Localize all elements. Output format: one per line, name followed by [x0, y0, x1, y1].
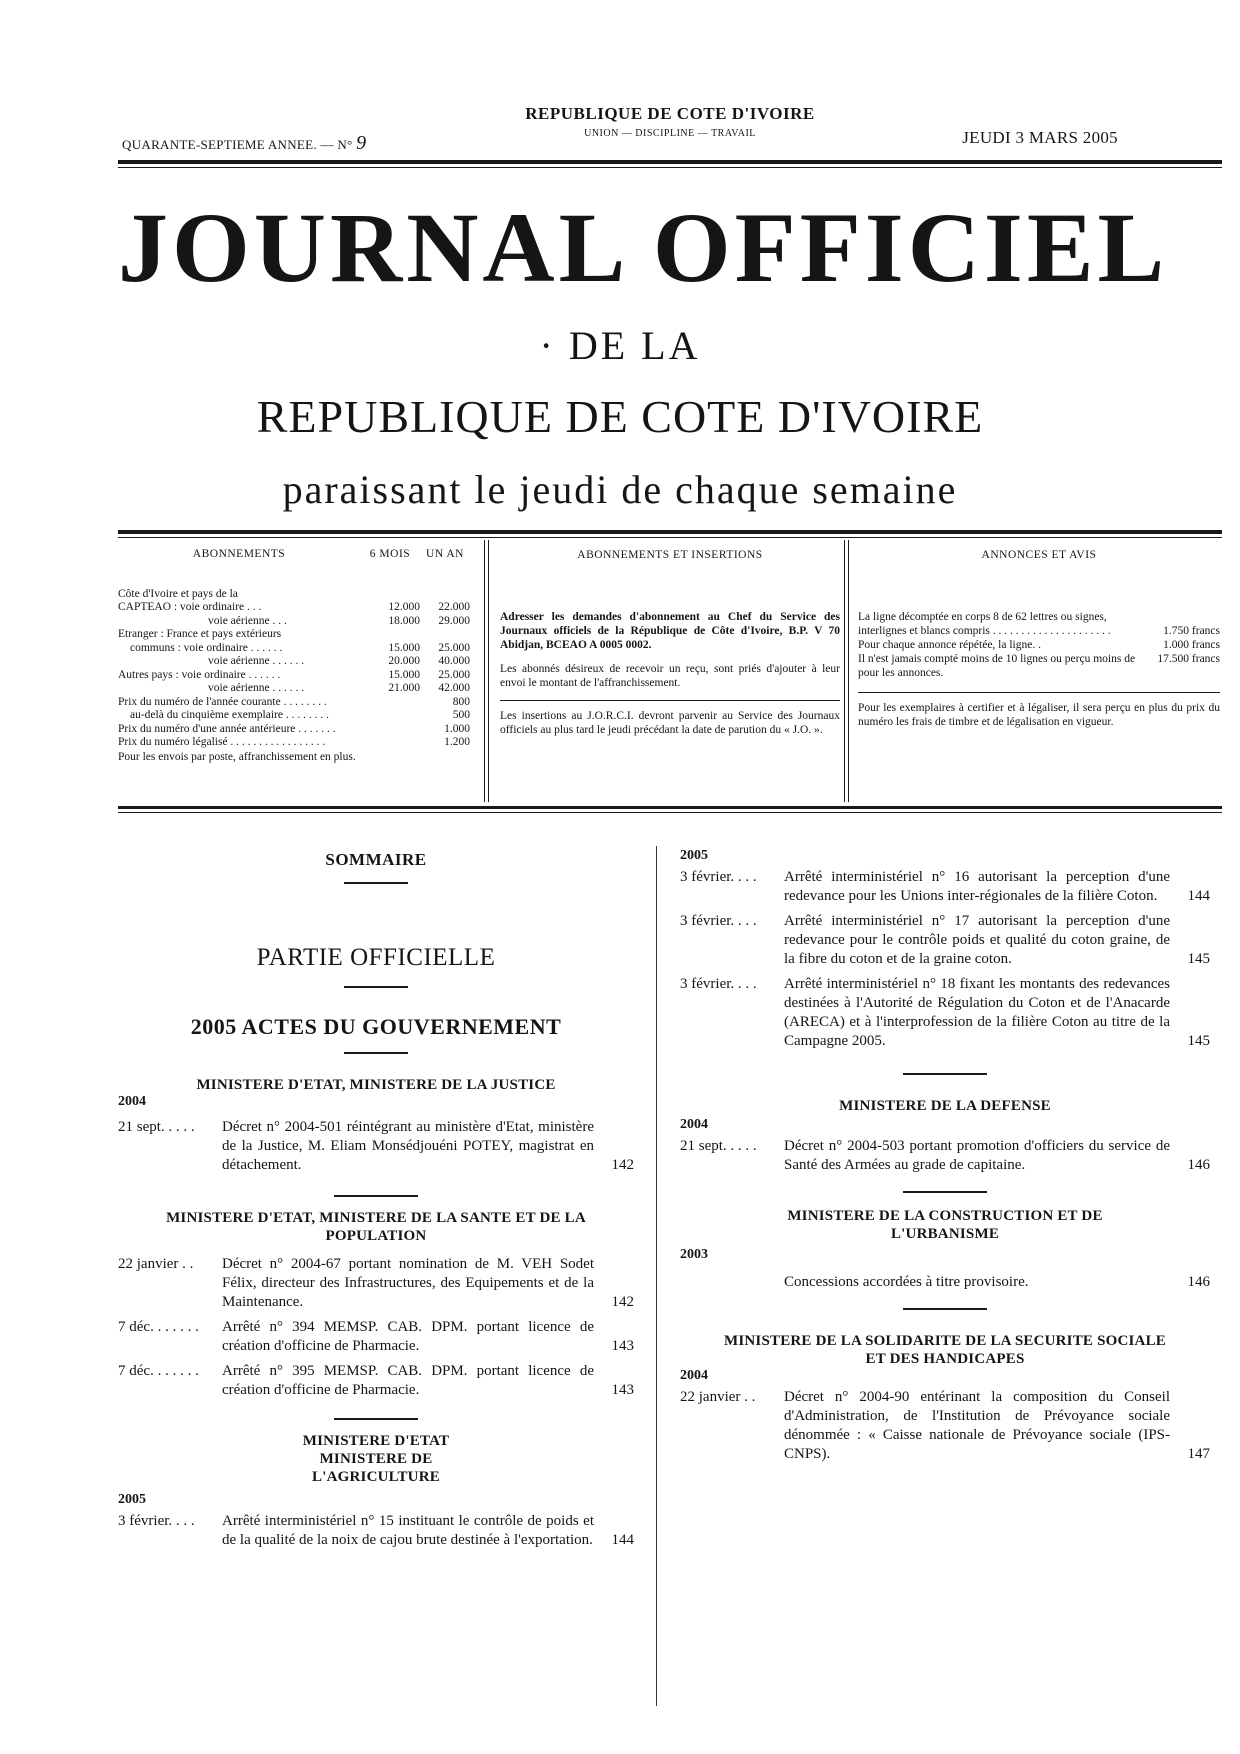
table-row: communs : voie ordinaire . . . . . . 15.000 25.000	[130, 641, 470, 654]
insertions-box	[500, 548, 840, 747]
box-separator-2	[844, 540, 845, 802]
divider	[334, 1195, 418, 1197]
list-item: 7 déc. . . . . . . Arrêté n° 394 MEMSP. CAB. DPM. portant licence de création d'officine de Pharmacie. 143	[118, 1319, 634, 1354]
divider	[903, 1191, 987, 1193]
year-label: 2004	[118, 1094, 146, 1109]
box-bottom-rule	[118, 806, 1222, 809]
masthead-de-la: · DE LA	[539, 323, 701, 368]
annonces-title: ANNONCES ET AVIS	[981, 549, 1097, 561]
ministry-title: MINISTERE D'ETAT MINISTERE DE L'AGRICULTURE	[302, 1433, 450, 1485]
box-bottom-rule-thin	[118, 812, 1222, 813]
table-row: Autres pays : voie ordinaire . . . . . . 15.000 25.000	[118, 668, 470, 681]
year-label: 2004	[680, 1117, 708, 1132]
box-separator-1b	[488, 540, 489, 802]
divider	[344, 986, 408, 988]
subscriptions-footer: Pour les envois par poste, affranchissement en plus.	[118, 750, 356, 763]
ministry-title: MINISTERE DE LA DEFENSE	[839, 1098, 1051, 1114]
actes-du-gouvernement: 2005 ACTES DU GOUVERNEMENT	[190, 1014, 562, 1039]
masthead-country: REPUBLIQUE DE COTE D'IVOIRE	[256, 391, 984, 442]
issue-number: 9	[356, 132, 367, 154]
subscriptions-header	[118, 548, 470, 562]
insertions-paragraph-2: Les abonnés désireux de recevoir un reçu, sont priés d'ajouter à leur envoi le montant de l'affranchissement.	[500, 663, 840, 689]
list-item: 3 février. . . . Arrêté interministériel n° 18 fixant les montants des redevances destinées à l'Autorité de Régulation du Coton et de l'Anacarde (ARECA) et à l'interprofession de la filière Coton au titre de la Campagne 2005. 145	[680, 976, 1210, 1049]
top-rule-thick	[118, 160, 1222, 164]
annonces-row-2: Pour chaque annonce répétée, la ligne. . 1.000 francs	[858, 639, 1220, 651]
table-row: voie aérienne . . . . . . 20.000 40.000	[208, 655, 470, 667]
subscriptions-box	[118, 548, 470, 764]
list-item: 21 sept. . . . . Décret n° 2004-501 réintégrant au ministère d'Etat, ministère de la Justice, M. Eliam Monsédjouéni POTEY, magistrat en détachement. 142	[118, 1119, 634, 1173]
ministry-title: MINISTERE DE LA CONSTRUCTION ET DE L'URBANISME	[787, 1208, 1103, 1242]
annonces-rule	[858, 692, 1220, 693]
issue-date: JEUDI 3 MARS 2005	[962, 128, 1118, 147]
list-item: 7 déc. . . . . . . Arrêté n° 395 MEMSP. CAB. DPM. portant licence de création d'officine de Pharmacie. 143	[118, 1363, 634, 1398]
box-separator-1	[484, 540, 485, 802]
header-motto: UNION — DISCIPLINE — TRAVAIL	[584, 128, 756, 139]
list-item: 3 février. . . . Arrêté interministériel n° 15 instituant le contrôle de poids et de la qualité de la noix de cajou brute destinée à l'exportation. 144	[118, 1513, 634, 1548]
annonces-paragraph-4: Pour les exemplaires à certifier et à légaliser, il sera perçu en plus du prix du numéro les frais de timbre et de légalisation en vigueur.	[858, 702, 1220, 728]
table-row: Côte d'Ivoire et pays de la	[118, 587, 238, 600]
insertions-paragraph-3: Les insertions au J.O.R.C.I. devront parvenir au Service des Journaux officiels au plus tard le jeudi précédant la date de parution du « J.O. ».	[500, 710, 840, 736]
table-row: CAPTEAO : voie ordinaire . . . 12.000 22.000	[118, 601, 470, 613]
year-label: QUARANTE-SEPTIEME ANNEE. — N°	[122, 137, 353, 152]
top-rule-thin	[118, 167, 1222, 168]
divider	[903, 1308, 987, 1310]
col-un-an: UN AN	[426, 548, 464, 560]
annonces-row-3: Il n'est jamais compté moins de 10 lignes ou perçu moins de pour les annonces. 17.500 francs	[858, 653, 1220, 679]
year-label: 2005	[118, 1492, 146, 1507]
header-republic-name: REPUBLIQUE DE COTE D'IVOIRE	[525, 104, 815, 123]
sommaire-right-column	[680, 848, 1210, 1464]
ministry-title: MINISTERE D'ETAT, MINISTERE DE LA SANTE ET DE LA POPULATION	[166, 1210, 586, 1244]
year-label: 2004	[680, 1368, 708, 1383]
sommaire-title: SOMMAIRE	[325, 850, 427, 869]
list-item: 3 février. . . . Arrêté interministériel n° 17 autorisant la perception d'une redevance pour le contrôle poids et qualité du coton graine, de la fibre du coton et de la graine coton. 145	[680, 913, 1210, 967]
annonces-box	[858, 548, 1220, 739]
insertions-paragraph-1: Adresser les demandes d'abonnement au Chef du Service des Journaux officiels de la République de Côte d'Ivoire, B.P. V 70 Abidjan, BCEAO A 0005 0002.	[500, 611, 840, 651]
table-row: Etranger : France et pays extérieurs	[118, 628, 282, 640]
insertions-title: ABONNEMENTS ET INSERTIONS	[577, 549, 763, 561]
list-item: 21 sept. . . . . Décret n° 2004-503 portant promotion d'officiers du service de Santé des Armées au grade de capitaine. 146	[680, 1138, 1210, 1173]
annonces-row-1: La ligne décomptée en corps 8 de 62 lettres ou signes, interlignes et blancs compris . . . . . . . . . . . . . . . . . . . . . 1.750 francs	[858, 611, 1220, 637]
list-item: Concessions accordées à titre provisoire. 146	[784, 1274, 1210, 1290]
ministry-title: MINISTERE D'ETAT, MINISTERE DE LA JUSTICE	[196, 1077, 556, 1093]
header-republic	[470, 104, 870, 139]
masthead-bottom-rule-thin	[118, 537, 1222, 538]
column-separator	[656, 846, 657, 1706]
year-label: 2005	[680, 848, 708, 863]
divider	[344, 882, 408, 884]
divider	[334, 1418, 418, 1420]
box-separator-2b	[848, 540, 849, 802]
subscriptions-table	[118, 588, 470, 750]
list-item: 22 janvier . . Décret n° 2004-67 portant nomination de M. VEH Sodet Félix, directeur des Infrastructures, des Equipements et de la Maintenance. 142	[118, 1256, 634, 1310]
ministry-title: MINISTERE DE LA SOLIDARITE DE LA SECURITE SOCIALE ET DES HANDICAPES	[723, 1333, 1166, 1367]
table-row: voie aérienne . . . 18.000 29.000	[208, 614, 470, 627]
masthead-bottom-rule	[118, 530, 1222, 534]
list-item: 22 janvier . . Décret n° 2004-90 entérinant la composition du Conseil d'Administration, de l'Institution de Prévoyance sociale dénommée : « Caisse nationale de Prévoyance sociale (IPS-CNPS). 147	[680, 1389, 1210, 1462]
masthead-title: JOURNAL OFFICIEL	[118, 192, 1169, 303]
table-row: voie aérienne . . . . . . 21.000 42.000	[208, 682, 470, 694]
table-row: Prix du numéro légalisé . . . . . . . . . . . . . . . . . 1.200	[118, 736, 470, 748]
table-row: au-delà du cinquième exemplaire . . . . . . . . 500	[130, 709, 470, 721]
col-6-mois: 6 MOIS	[369, 548, 411, 560]
table-row: Prix du numéro de l'année courante . . . . . . . . 800	[118, 695, 470, 708]
year-issue	[122, 132, 366, 155]
insertions-rule	[500, 700, 840, 701]
partie-officielle: PARTIE OFFICIELLE	[256, 944, 496, 971]
divider	[344, 1052, 408, 1054]
year-label: 2003	[680, 1247, 708, 1262]
masthead-frequency: paraissant le jeudi de chaque semaine	[282, 467, 958, 512]
table-row: Prix du numéro d'une année antérieure . . . . . . . 1.000	[118, 722, 470, 735]
divider	[903, 1073, 987, 1075]
subscriptions-title: ABONNEMENTS	[192, 548, 286, 560]
sommaire-left-column	[118, 850, 634, 1550]
list-item: 3 février. . . . Arrêté interministériel n° 16 autorisant la perception d'une redevance pour les Unions inter-régionales de la filière Coton. 144	[680, 869, 1210, 904]
